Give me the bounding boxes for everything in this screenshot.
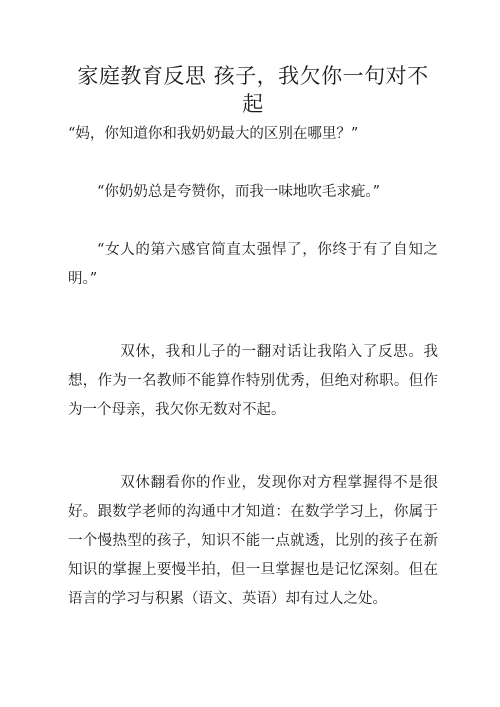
paragraph-2: “你奶奶总是夸赞你，而我一味地吹毛求疵。” — [97, 184, 381, 200]
paragraph-1: “妈，你知道你和我奶奶最大的区别在哪里？” — [68, 126, 359, 142]
paragraph-3: “女人的第六感官简直太强悍了，你终于有了自知之明。” — [68, 242, 438, 287]
document-title: 家庭教育反思 孩子，我欠你一句对不起 — [77, 64, 429, 116]
paragraph-5: 双休翻看你的作业，发现你对方程掌握得不是很好。跟数学老师的沟通中才知道：在数学学习上，你属于一个慢热型的孩子，知识不能一点就透，比别的孩子在新知识的掌握上要慢半拍，但一旦掌握也是记忆深刻。但在语言的学习与积累（语文、英语）却有过人之处。 — [68, 475, 438, 607]
paragraph-4: 双休，我和儿子的一翻对话让我陷入了反思。我想，作为一名教师不能算作特别优秀，但绝对称职。但作为一个母亲，我欠你无数对不起。 — [68, 344, 438, 418]
